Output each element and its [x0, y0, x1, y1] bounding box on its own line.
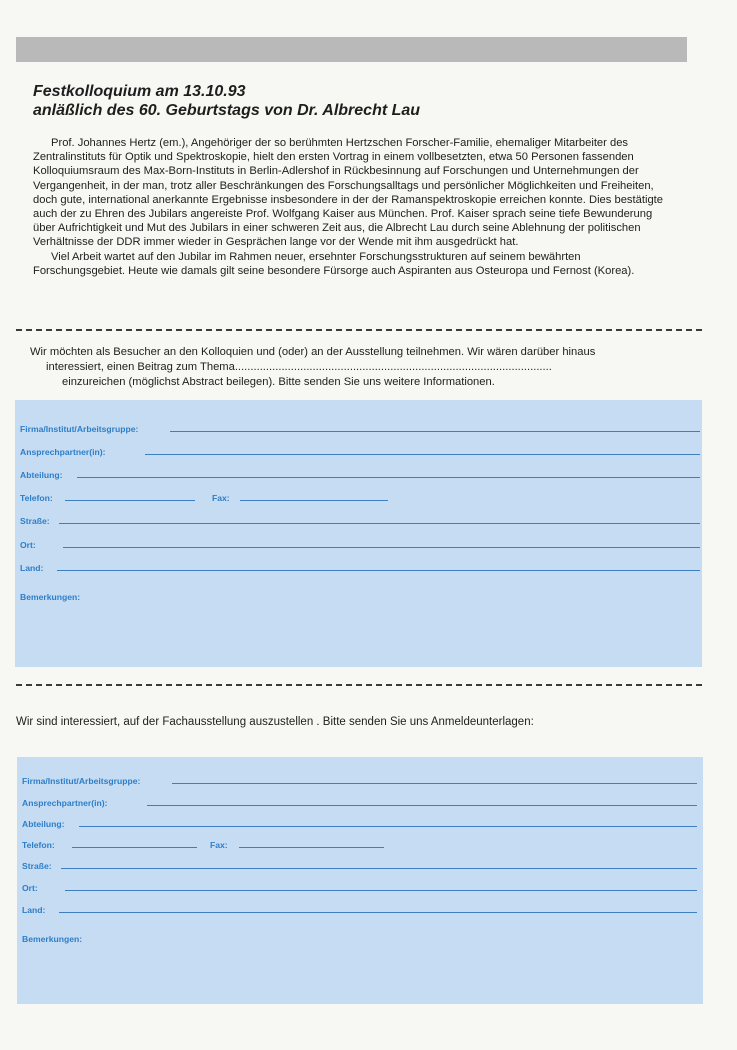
form2-field-organization[interactable]	[172, 783, 697, 784]
form2-row-country	[17, 901, 703, 917]
form1-label-fax: Fax:	[212, 493, 230, 503]
form2-row-department	[17, 815, 703, 831]
form1-label-phone: Telefon:	[20, 493, 53, 503]
form1-field-department[interactable]	[77, 477, 700, 478]
form1-label-organization: Firma/Institut/Arbeitsgruppe:	[20, 424, 139, 434]
article-title-line-1: Festkolloquium am 13.10.93	[33, 83, 246, 100]
form2-row-street	[17, 857, 703, 873]
form1-field-organization[interactable]	[170, 431, 700, 432]
form1-row-remarks	[15, 588, 702, 604]
form1-label-remarks: Bemerkungen:	[20, 592, 81, 602]
article-title-line-2: anläßlich des 60. Geburtstags von Dr. Albrecht Lau	[33, 102, 421, 119]
form2-label-organization: Firma/Institut/Arbeitsgruppe:	[22, 776, 141, 786]
visitor-intro-line-1: Wir möchten als Besucher an den Kolloquien und (oder) an der Ausstellung teilnehmen. Wir wären darüber hinaus	[30, 346, 596, 358]
form1-field-country[interactable]	[57, 570, 700, 571]
visitor-intro-line-3: einzureichen (möglichst Abstract beilegen). Bitte senden Sie uns weitere Informationen.	[62, 376, 495, 388]
form2-label-phone: Telefon:	[22, 840, 55, 850]
form2-row-organization	[17, 772, 703, 788]
form1-field-phone[interactable]	[65, 500, 195, 501]
form2-label-contact: Ansprechpartner(in):	[22, 798, 108, 808]
form2-row-contact	[17, 794, 703, 810]
cut-line-bottom	[16, 684, 702, 686]
form2-row-phone-fax	[17, 836, 703, 852]
form2-field-department[interactable]	[79, 826, 697, 827]
form1-row-country	[15, 559, 702, 575]
article-paragraph-1: Prof. Johannes Hertz (em.), Angehöriger der so berühmten Hertzschen Forscher-Familie, ehemaliger Mitarbeiter des Zentralinstituts für Optik und Spektroskopie, hielt den ersten Vortrag in einem vollbesetzten, etwa 50 Personen fassenden Kolloquiumsraum des Max-Born-Instituts in Berlin-Adlershof in Rückbesinnung auf Forschungen und Unternehmungen der Vergangenheit, in der man, trotz aller Beschränkungen des Forschungsalltags und persönlicher Möglichkeiten und Freiheiten, doch gute, international anerkannte Ergebnisse insbesondere in der der Ramanspektroskopie erreichen konnte. Dies bestätigte auch der zu Ehren des Jubilars angereiste Prof. Wolfgang Kaiser aus München. Prof. Kaiser sprach seine tiefe Bewunderung über Aufrichtigkeit und Mut des Jubilars in einer schweren Zeit aus, die Albrecht Lau durch seine Ablehnung der politischen Verhältnisse der DDR immer wieder in Gesprächen lange vor der Wende mit ihm ausgedrückt hat.	[33, 137, 663, 249]
form1-label-city: Ort:	[20, 540, 36, 550]
form1-field-city[interactable]	[63, 547, 700, 548]
exhibitor-intro: Wir sind interessiert, auf der Fachausstellung auszustellen . Bitte senden Sie uns Anmeldeunterlagen:	[16, 716, 534, 728]
exhibitor-registration-form	[17, 757, 703, 1004]
form2-field-country[interactable]	[59, 912, 697, 913]
form2-field-contact[interactable]	[147, 805, 697, 806]
form2-field-city[interactable]	[65, 890, 697, 891]
form2-field-fax[interactable]	[239, 847, 384, 848]
form2-label-street: Straße:	[22, 861, 52, 871]
top-gray-bar	[16, 37, 687, 62]
form2-field-remarks[interactable]	[22, 949, 698, 999]
form1-label-department: Abteilung:	[20, 470, 63, 480]
form1-row-city	[15, 536, 702, 552]
form2-label-country: Land:	[22, 905, 46, 915]
form2-row-city	[17, 879, 703, 895]
visitor-registration-intro	[30, 345, 690, 390]
visitor-registration-form	[15, 400, 702, 667]
form2-row-remarks	[17, 930, 703, 946]
form2-field-street[interactable]	[61, 868, 697, 869]
form2-label-fax: Fax:	[210, 840, 228, 850]
form1-row-organization	[15, 420, 702, 436]
form1-field-street[interactable]	[59, 523, 700, 524]
form2-label-city: Ort:	[22, 883, 38, 893]
form1-row-contact	[15, 443, 702, 459]
form1-row-street	[15, 512, 702, 528]
form1-field-contact[interactable]	[145, 454, 700, 455]
form1-label-country: Land:	[20, 563, 44, 573]
form2-field-phone[interactable]	[72, 847, 197, 848]
form1-label-contact: Ansprechpartner(in):	[20, 447, 106, 457]
article-paragraph-2: Viel Arbeit wartet auf den Jubilar im Rahmen neuer, ersehnter Forschungsstrukturen auf seinem bewährten Forschungsgebiet. Heute wie damals gilt seine besondere Fürsorge auch Aspiranten aus Osteuropa und Fernost (Korea).	[33, 250, 635, 277]
visitor-intro-line-2: interessiert, einen Beitrag zum Thema......................................................................................................	[46, 361, 552, 373]
form1-row-phone-fax	[15, 489, 702, 505]
form1-row-department	[15, 466, 702, 482]
article-body	[33, 136, 673, 278]
form1-field-fax[interactable]	[240, 500, 388, 501]
form1-field-remarks[interactable]	[20, 608, 697, 663]
cut-line-top	[16, 329, 702, 331]
form2-label-remarks: Bemerkungen:	[22, 934, 83, 944]
form1-label-street: Straße:	[20, 516, 50, 526]
form2-label-department: Abteilung:	[22, 819, 65, 829]
